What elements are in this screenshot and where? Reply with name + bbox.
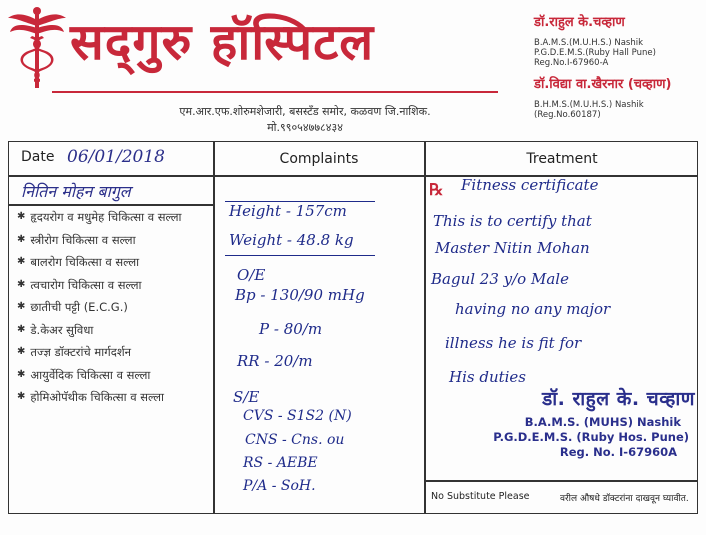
services-list <box>17 206 182 409</box>
star-icon: ✱ <box>17 233 26 245</box>
treatment-line-6: illness he is fit for <box>445 334 582 352</box>
column-divider <box>213 142 215 513</box>
phone-number: मो.९९०५४७७८४३४ <box>267 121 343 134</box>
service-item <box>17 364 182 387</box>
treatment-line-2: This is to certify that <box>433 212 592 230</box>
complaints-header: Complaints <box>279 150 359 167</box>
doctor-2-block <box>534 74 704 120</box>
service-item <box>17 274 182 297</box>
address-line: एम.आर.एफ.शोरुमशेजारी, बसस्टँड समोर, कळवण जि.नाशिक. <box>179 105 431 118</box>
note-rs: RS - AEBE <box>243 455 318 471</box>
service-label: त्वचारोग चिकित्सा व सल्ला <box>30 277 142 292</box>
star-icon: ✱ <box>17 391 26 403</box>
service-item <box>17 386 182 409</box>
service-label: आयुर्वेदिक चिकित्सा व सल्ला <box>30 367 151 382</box>
hospital-name: सद्‌गुरु हॉस्पिटल <box>70 12 375 71</box>
footer-row-divider <box>424 480 697 482</box>
note-box-bottom <box>225 255 375 256</box>
date-label: Date <box>21 149 55 165</box>
caduceus-logo-icon <box>6 6 68 90</box>
stamp-degree-2: P.G.D.E.M.S. (Ruby Hos. Pune) <box>493 430 689 444</box>
note-se: S/E <box>233 388 260 406</box>
service-label: बालरोग चिकित्सा व सल्ला <box>30 255 140 270</box>
doctor-1-block <box>534 12 704 68</box>
header-divider <box>52 91 498 93</box>
note-cvs: CVS - S1S2 (N) <box>243 408 352 424</box>
treatment-line-3: Master Nitin Mohan <box>435 239 590 257</box>
doctor-1-name: डॉ.राहुल के.चव्हाण <box>534 15 625 30</box>
star-icon: ✱ <box>17 301 26 313</box>
service-label: छातीची पट्टी (E.C.G.) <box>30 300 128 315</box>
star-icon: ✱ <box>17 368 26 380</box>
doctor-2-degree: B.H.M.S.(M.U.H.S.) Nashik <box>534 100 644 110</box>
doctor-stamp <box>455 385 695 460</box>
doctor-2-reg: (Reg.No.60187) <box>534 110 601 120</box>
note-box-top <box>225 201 375 202</box>
hospital-address <box>130 104 480 136</box>
star-icon: ✱ <box>17 346 26 358</box>
treatment-line-7: His duties <box>449 368 527 386</box>
column-divider <box>424 142 426 513</box>
treatment-header: Treatment <box>526 150 598 167</box>
star-icon: ✱ <box>17 211 26 223</box>
service-item <box>17 341 182 364</box>
service-label: डे.केअर सुविधा <box>30 322 94 337</box>
date-value: 06/01/2018 <box>67 147 165 167</box>
note-pulse: P - 80/m <box>259 320 323 338</box>
note-weight: Weight - 48.8 kg <box>229 231 354 249</box>
treatment-line-5: having no any major <box>455 300 611 318</box>
patient-name: नितिन मोहन बागुल <box>21 182 131 201</box>
note-cns: CNS - Cns. ou <box>245 432 345 448</box>
rx-icon: ℞ <box>429 180 444 199</box>
note-pa: P/A - SoH. <box>243 478 316 494</box>
doctor-1-degree: B.A.M.S.(M.U.H.S.) Nashik <box>534 38 644 48</box>
service-item <box>17 319 182 342</box>
service-item <box>17 296 182 319</box>
note-height: Height - 157cm <box>229 202 347 220</box>
treatment-line-1: Fitness certificate <box>461 176 599 194</box>
doctor-2-name: डॉ.विद्या वा.खैरनार (चव्हाण) <box>534 77 672 92</box>
note-bp: Bp - 130/90 mHg <box>235 286 365 304</box>
stamp-degree: B.A.M.S. (MUHS) Nashik <box>524 415 681 429</box>
service-label: होमिओपॅथीक चिकित्सा व सल्ला <box>30 390 165 405</box>
star-icon: ✱ <box>17 278 26 290</box>
service-label: स्त्रीरोग चिकित्सा व सल्ला <box>30 232 136 247</box>
note-oe: O/E <box>237 266 266 284</box>
star-icon: ✱ <box>17 256 26 268</box>
stamp-reg: Reg. No. I-67960A <box>559 445 677 459</box>
stamp-doctor-name: डॉ. राहुल के. चव्हाण <box>542 388 695 410</box>
service-item <box>17 251 182 274</box>
doctor-1-degree-2: P.G.D.E.M.S.(Ruby Hall Pune) <box>534 48 656 58</box>
service-label: तज्ज्ञ डॉक्टरांचे मार्गदर्शन <box>30 345 132 360</box>
treatment-line-4: Bagul 23 y/o Male <box>431 270 569 288</box>
doctor-1-reg: Reg.No.I-67960-A <box>534 58 609 68</box>
service-item <box>17 206 182 229</box>
star-icon: ✱ <box>17 323 26 335</box>
medicine-note: वरील औषधे डॉक्टरांना दाखवून घ्यावीत. <box>560 494 689 504</box>
service-label: हृदयरोग व मधुमेह चिकित्सा व सल्ला <box>30 210 182 225</box>
service-item <box>17 229 182 252</box>
no-substitute-note: No Substitute Please <box>431 491 530 502</box>
note-rr: RR - 20/m <box>237 352 313 370</box>
